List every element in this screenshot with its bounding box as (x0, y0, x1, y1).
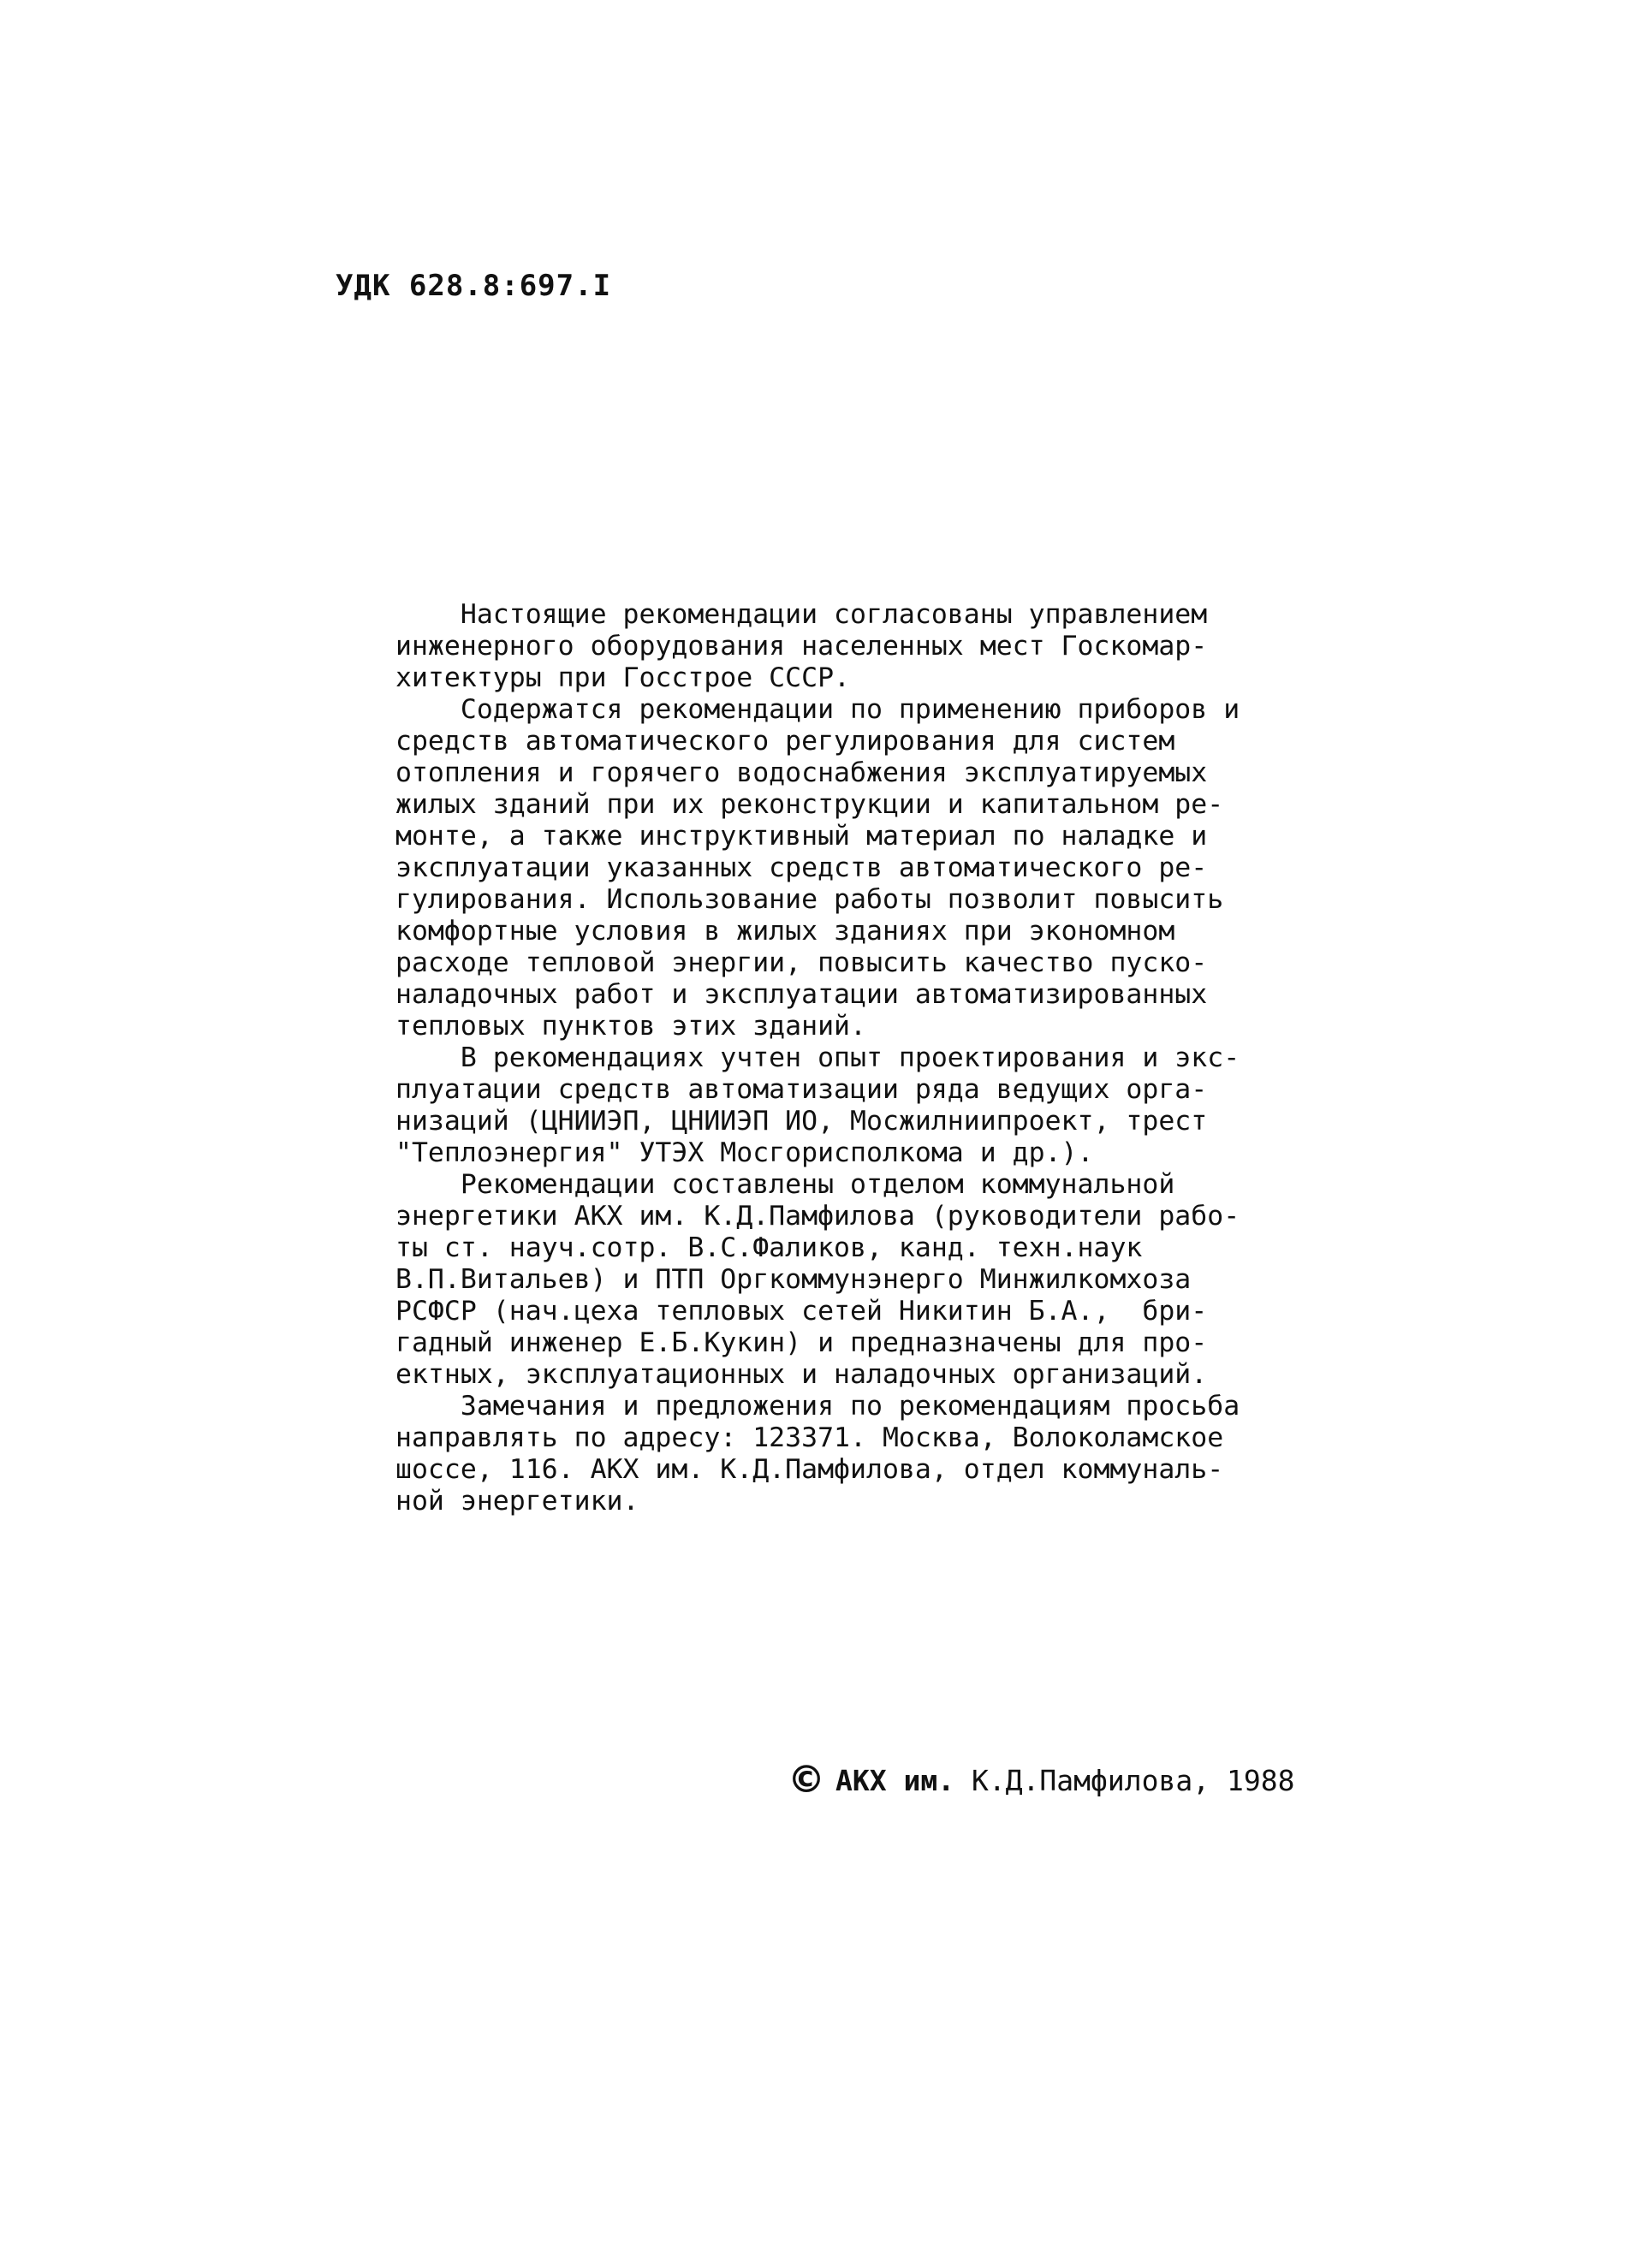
copyright-icon: © (788, 1758, 825, 1802)
text-line: гадный инженер Е.Б.Кукин) и предназначены для про- (395, 1327, 1208, 1358)
text-line: направлять по адресу: 123371. Москва, Волоколамское (395, 1422, 1224, 1453)
copyright-notice (788, 1758, 1295, 1802)
text-line: РСФСР (нач.цеха тепловых сетей Никитин Б.А., бри- (395, 1296, 1208, 1327)
copyright-text: К.Д.Памфилова, 1988 (954, 1763, 1295, 1797)
copyright-org: АКХ им. (835, 1763, 955, 1797)
text-line: средств автоматического регулирования для систем (395, 726, 1175, 757)
text-line: монте, а также инструктивный материал по наладке и (395, 821, 1208, 852)
text-line: комфортные условия в жилых зданиях при экономном (395, 916, 1175, 947)
text-line: энергетики АКХ им. К.Д.Памфилова (руководители рабо- (395, 1201, 1240, 1232)
text-line: расходе тепловой энергии, повысить качество пуско- (395, 947, 1208, 978)
text-line: жилых зданий при их реконструкции и капитальном ре- (395, 789, 1224, 820)
text-line: В рекомендациях учтен опыт проектирования и экс- (395, 1042, 1240, 1073)
text-line: В.П.Витальев) и ПТП Оргкоммунэнерго Минжилкомхоза (395, 1264, 1192, 1295)
text-line: ектных, эксплуатационных и наладочных организаций. (395, 1359, 1208, 1390)
text-line: ной энергетики. (395, 1486, 639, 1517)
text-line: гулирования. Использование работы позволит повысить (395, 884, 1224, 915)
text-line: отопления и горячего водоснабжения эксплуатируемых (395, 757, 1208, 788)
annotation-text (395, 599, 1303, 1517)
text-line: Замечания и предложения по рекомендациям просьба (395, 1391, 1240, 1422)
text-line: эксплуатации указанных средств автоматического ре- (395, 852, 1208, 883)
text-line: низаций (ЦНИИЭП, ЦНИИЭП ИО, Мосжилниипроект, трест (395, 1106, 1208, 1137)
text-line: плуатации средств автоматизации ряда ведущих орга- (395, 1074, 1208, 1105)
text-line: ты ст. науч.сотр. В.С.Фаликов, канд. техн.наук (395, 1232, 1143, 1263)
text-line: тепловых пунктов этих зданий. (395, 1011, 866, 1042)
text-line: наладочных работ и эксплуатации автоматизированных (395, 979, 1208, 1010)
text-line: шоссе, 116. АКХ им. К.Д.Памфилова, отдел коммуналь- (395, 1454, 1224, 1485)
text-line: Рекомендации составлены отделом коммунальной (395, 1169, 1175, 1200)
text-line: "Теплоэнергия" УТЭХ Мосгорисполкома и др.). (395, 1137, 1094, 1168)
text-line: Настоящие рекомендации согласованы управлением (395, 599, 1208, 630)
text-line: инженерного оборудования населенных мест Госкомар- (395, 631, 1208, 662)
text-line: Содержатся рекомендации по применению приборов и (395, 694, 1240, 725)
udk-code: УДК 628.8:697.I (336, 269, 612, 303)
text-line: хитектуры при Госстрое СССР. (395, 662, 851, 693)
